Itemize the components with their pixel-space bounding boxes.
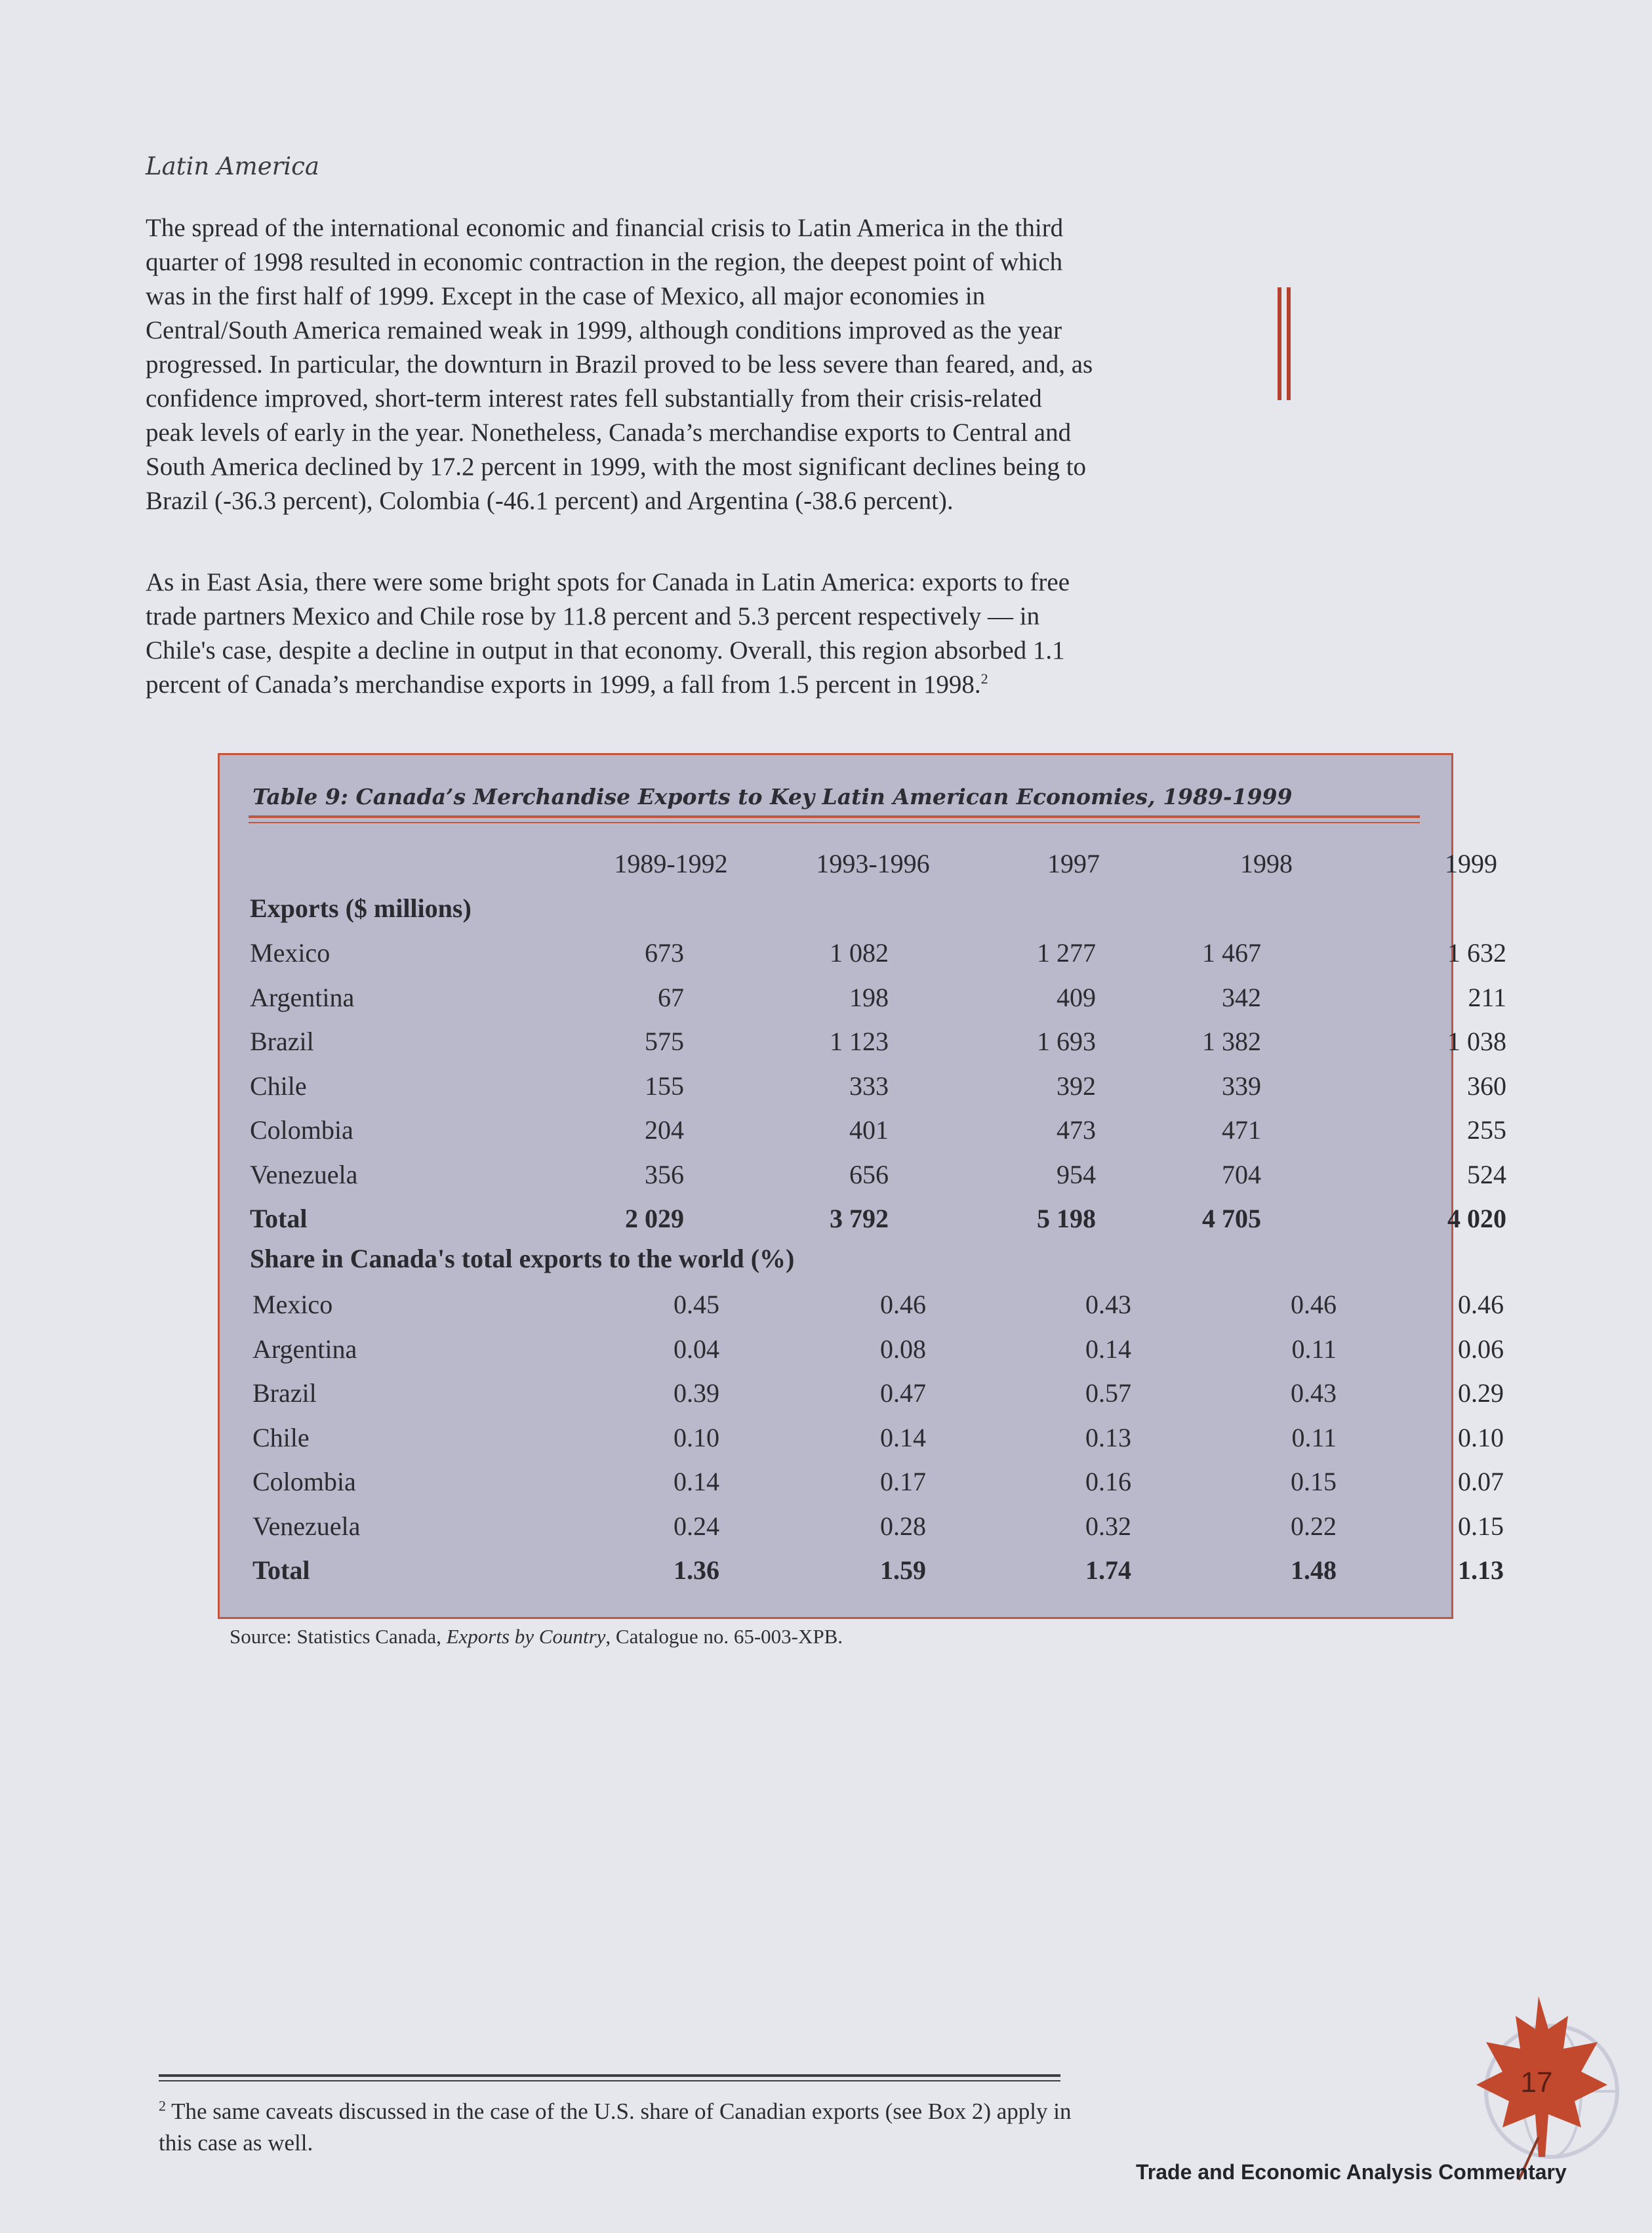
row-label: Mexico bbox=[252, 1290, 333, 1319]
table-cell: 0.45 bbox=[674, 1290, 719, 1319]
table-cell: 0.46 bbox=[1458, 1290, 1504, 1319]
table-cell: 211 bbox=[1468, 982, 1506, 1012]
table-cell: 0.22 bbox=[1291, 1511, 1337, 1541]
table-cell: 0.15 bbox=[1291, 1467, 1337, 1496]
table-cell: 1 123 bbox=[830, 1027, 889, 1056]
table-cell: 5 198 bbox=[1037, 1204, 1096, 1233]
table-cell: 0.14 bbox=[880, 1422, 926, 1452]
table-cell: 356 bbox=[645, 1159, 684, 1189]
table-cell: 0.57 bbox=[1085, 1378, 1131, 1408]
table-cell: 0.14 bbox=[674, 1467, 719, 1496]
table-cell: 0.39 bbox=[674, 1378, 719, 1408]
row-label: Chile bbox=[252, 1422, 310, 1452]
publication-name: Trade and Economic Analysis Commentary bbox=[1136, 2160, 1567, 2184]
group-label-share: Share in Canada's total exports to the world (%) bbox=[250, 1244, 795, 1273]
table-cell: 0.10 bbox=[1458, 1422, 1504, 1452]
column-header: 1997 bbox=[1047, 849, 1100, 878]
table-cell: 0.43 bbox=[1291, 1378, 1337, 1408]
row-label: Brazil bbox=[250, 1027, 314, 1056]
table-cell: 0.17 bbox=[880, 1467, 926, 1496]
table-cell: 0.04 bbox=[674, 1334, 719, 1364]
table-cell: 0.32 bbox=[1085, 1511, 1131, 1541]
table-cell: 1 467 bbox=[1202, 938, 1261, 968]
column-header: 1999 bbox=[1445, 849, 1497, 878]
table-cell: 0.13 bbox=[1085, 1422, 1131, 1452]
table-cell: 0.24 bbox=[674, 1511, 719, 1541]
table-cell: 3 792 bbox=[830, 1204, 889, 1233]
table-cell: 342 bbox=[1222, 982, 1261, 1012]
table-title: Table 9: Canada’s Merchandise Exports to Key Latin American Economies, 1989-1999 bbox=[252, 784, 1293, 809]
table-cell: 67 bbox=[658, 982, 684, 1012]
table-cell: 0.29 bbox=[1458, 1378, 1504, 1408]
table-cell: 0.14 bbox=[1085, 1334, 1131, 1364]
table-cell: 333 bbox=[849, 1071, 889, 1101]
table-cell: 524 bbox=[1467, 1159, 1506, 1189]
paragraph-1-text: The spread of the international economic and financial crisis to Latin America in the third quarter of 1998 resulted in economic contraction in the region, the deepest point of which was in the first half of 1999. Except in the case of Mexico, all major economies in Central/South America remained weak in 1999, although conditions improved as the year progressed. In particular, the downturn in Brazil proved to be less severe than feared, and, as confidence improved, short-term interest rates fell substantially from their crisis-related peak levels of early in the year. Nonetheless, Canada’s merchandise exports to Central and South America declined by 17.2 percent in 1999, with the most significant declines being to Brazil (-36.3 percent), Colombia (-46.1 percent) and Argentina (-38.6 percent). bbox=[146, 214, 1093, 515]
row-label: Mexico bbox=[250, 938, 331, 968]
column-header: 1993-1996 bbox=[816, 849, 930, 878]
table-cell: 1 632 bbox=[1447, 938, 1506, 968]
table-cell: 0.28 bbox=[880, 1511, 926, 1541]
table-cell: 656 bbox=[849, 1159, 889, 1189]
row-label: Colombia bbox=[252, 1467, 356, 1496]
table-cell: 1 038 bbox=[1447, 1027, 1506, 1056]
table-cell: 4 020 bbox=[1447, 1204, 1506, 1233]
table-cell: 0.08 bbox=[880, 1334, 926, 1364]
table-cell: 204 bbox=[645, 1115, 684, 1145]
table-cell: 1.13 bbox=[1458, 1555, 1504, 1585]
row-label: Total bbox=[252, 1555, 310, 1585]
table-cell: 0.15 bbox=[1458, 1511, 1504, 1541]
table-cell: 0.47 bbox=[880, 1378, 926, 1408]
table-cell: 0.06 bbox=[1458, 1334, 1504, 1364]
table-cell: 473 bbox=[1057, 1115, 1096, 1145]
table-cell: 2 029 bbox=[625, 1204, 684, 1233]
table-cell: 0.07 bbox=[1458, 1467, 1504, 1496]
footnote-rule bbox=[159, 2074, 1060, 2077]
paragraph-2-text bbox=[146, 565, 1097, 702]
row-label: Argentina bbox=[252, 1334, 357, 1364]
paragraph-2 bbox=[146, 565, 1097, 702]
table-cell: 575 bbox=[645, 1027, 684, 1056]
table-cell: 1 693 bbox=[1037, 1027, 1096, 1056]
table-cell: 392 bbox=[1057, 1071, 1096, 1101]
table-source bbox=[230, 1625, 843, 1649]
table-cell: 360 bbox=[1467, 1071, 1506, 1101]
source-prefix: Source: Statistics Canada, bbox=[230, 1625, 447, 1648]
table-cell: 401 bbox=[849, 1115, 889, 1145]
table-cell: 0.16 bbox=[1085, 1467, 1131, 1496]
row-label: Chile bbox=[250, 1071, 307, 1101]
row-label: Venezuela bbox=[252, 1511, 361, 1541]
table-cell: 954 bbox=[1057, 1159, 1096, 1189]
table-9 bbox=[218, 753, 1506, 1619]
row-label: Venezuela bbox=[250, 1159, 358, 1189]
page-number: 17 bbox=[1520, 2066, 1553, 2099]
decorative-red-bars bbox=[1278, 287, 1293, 400]
table-cell: 1 277 bbox=[1037, 938, 1096, 968]
table-cell: 1.36 bbox=[674, 1555, 719, 1585]
table-cell: 1 382 bbox=[1202, 1027, 1261, 1056]
table-cell: 0.11 bbox=[1291, 1422, 1337, 1452]
table-cell: 339 bbox=[1222, 1071, 1261, 1101]
row-label: Argentina bbox=[250, 982, 355, 1012]
row-label: Total bbox=[250, 1204, 308, 1233]
table-cell: 0.43 bbox=[1085, 1290, 1131, 1319]
table-cell: 4 705 bbox=[1202, 1204, 1261, 1233]
table-cell: 1.74 bbox=[1085, 1555, 1131, 1585]
table-cell: 0.46 bbox=[1291, 1290, 1337, 1319]
source-title: Exports by Country bbox=[446, 1625, 606, 1648]
table-cell: 255 bbox=[1467, 1115, 1506, 1145]
footnote-text: The same caveats discussed in the case of the U.S. share of Canadian exports (see Box 2) apply in this case as well. bbox=[159, 2099, 1072, 2156]
row-label: Colombia bbox=[250, 1115, 353, 1145]
table-cell: 0.46 bbox=[880, 1290, 926, 1319]
table-cell: 409 bbox=[1057, 982, 1096, 1012]
table-cell: 0.10 bbox=[674, 1422, 719, 1452]
table-cell: 1.48 bbox=[1291, 1555, 1337, 1585]
footnote-rule-thin bbox=[159, 2080, 1060, 2081]
column-header: 1989-1992 bbox=[614, 849, 728, 878]
row-label: Brazil bbox=[252, 1378, 317, 1408]
table-cell: 155 bbox=[645, 1071, 684, 1101]
column-header: 1998 bbox=[1240, 849, 1293, 878]
table-cell: 1.59 bbox=[880, 1555, 926, 1585]
group-label-exports: Exports ($ millions) bbox=[250, 893, 472, 923]
table-cell: 471 bbox=[1222, 1115, 1261, 1145]
footnote bbox=[159, 2096, 1077, 2159]
paragraph-2-body: As in East Asia, there were some bright spots for Canada in Latin America: exports to free trade partners Mexico and Chile rose by 11.8 percent and 5.3 percent respectively — in Chile's case, despite a decline in output in that economy. Overall, this region absorbed 1.1 percent of Canada’s merchandise exports in 1999, a fall from 1.5 percent in 1998. bbox=[146, 568, 1070, 699]
paragraph-1 bbox=[146, 211, 1097, 518]
table-cell: 198 bbox=[849, 982, 889, 1012]
source-suffix: , Catalogue no. 65-003-XPB. bbox=[605, 1625, 843, 1648]
title-rule-thin bbox=[249, 822, 1420, 823]
section-heading: Latin America bbox=[146, 152, 319, 180]
footnote-marker: 2 bbox=[159, 2097, 166, 2114]
table-cell: 704 bbox=[1222, 1159, 1261, 1189]
footnote-reference: 2 bbox=[980, 670, 988, 687]
title-rule bbox=[249, 815, 1420, 818]
table-cell: 0.11 bbox=[1291, 1334, 1337, 1364]
table-cell: 673 bbox=[645, 938, 684, 968]
table-cell: 1 082 bbox=[830, 938, 889, 968]
